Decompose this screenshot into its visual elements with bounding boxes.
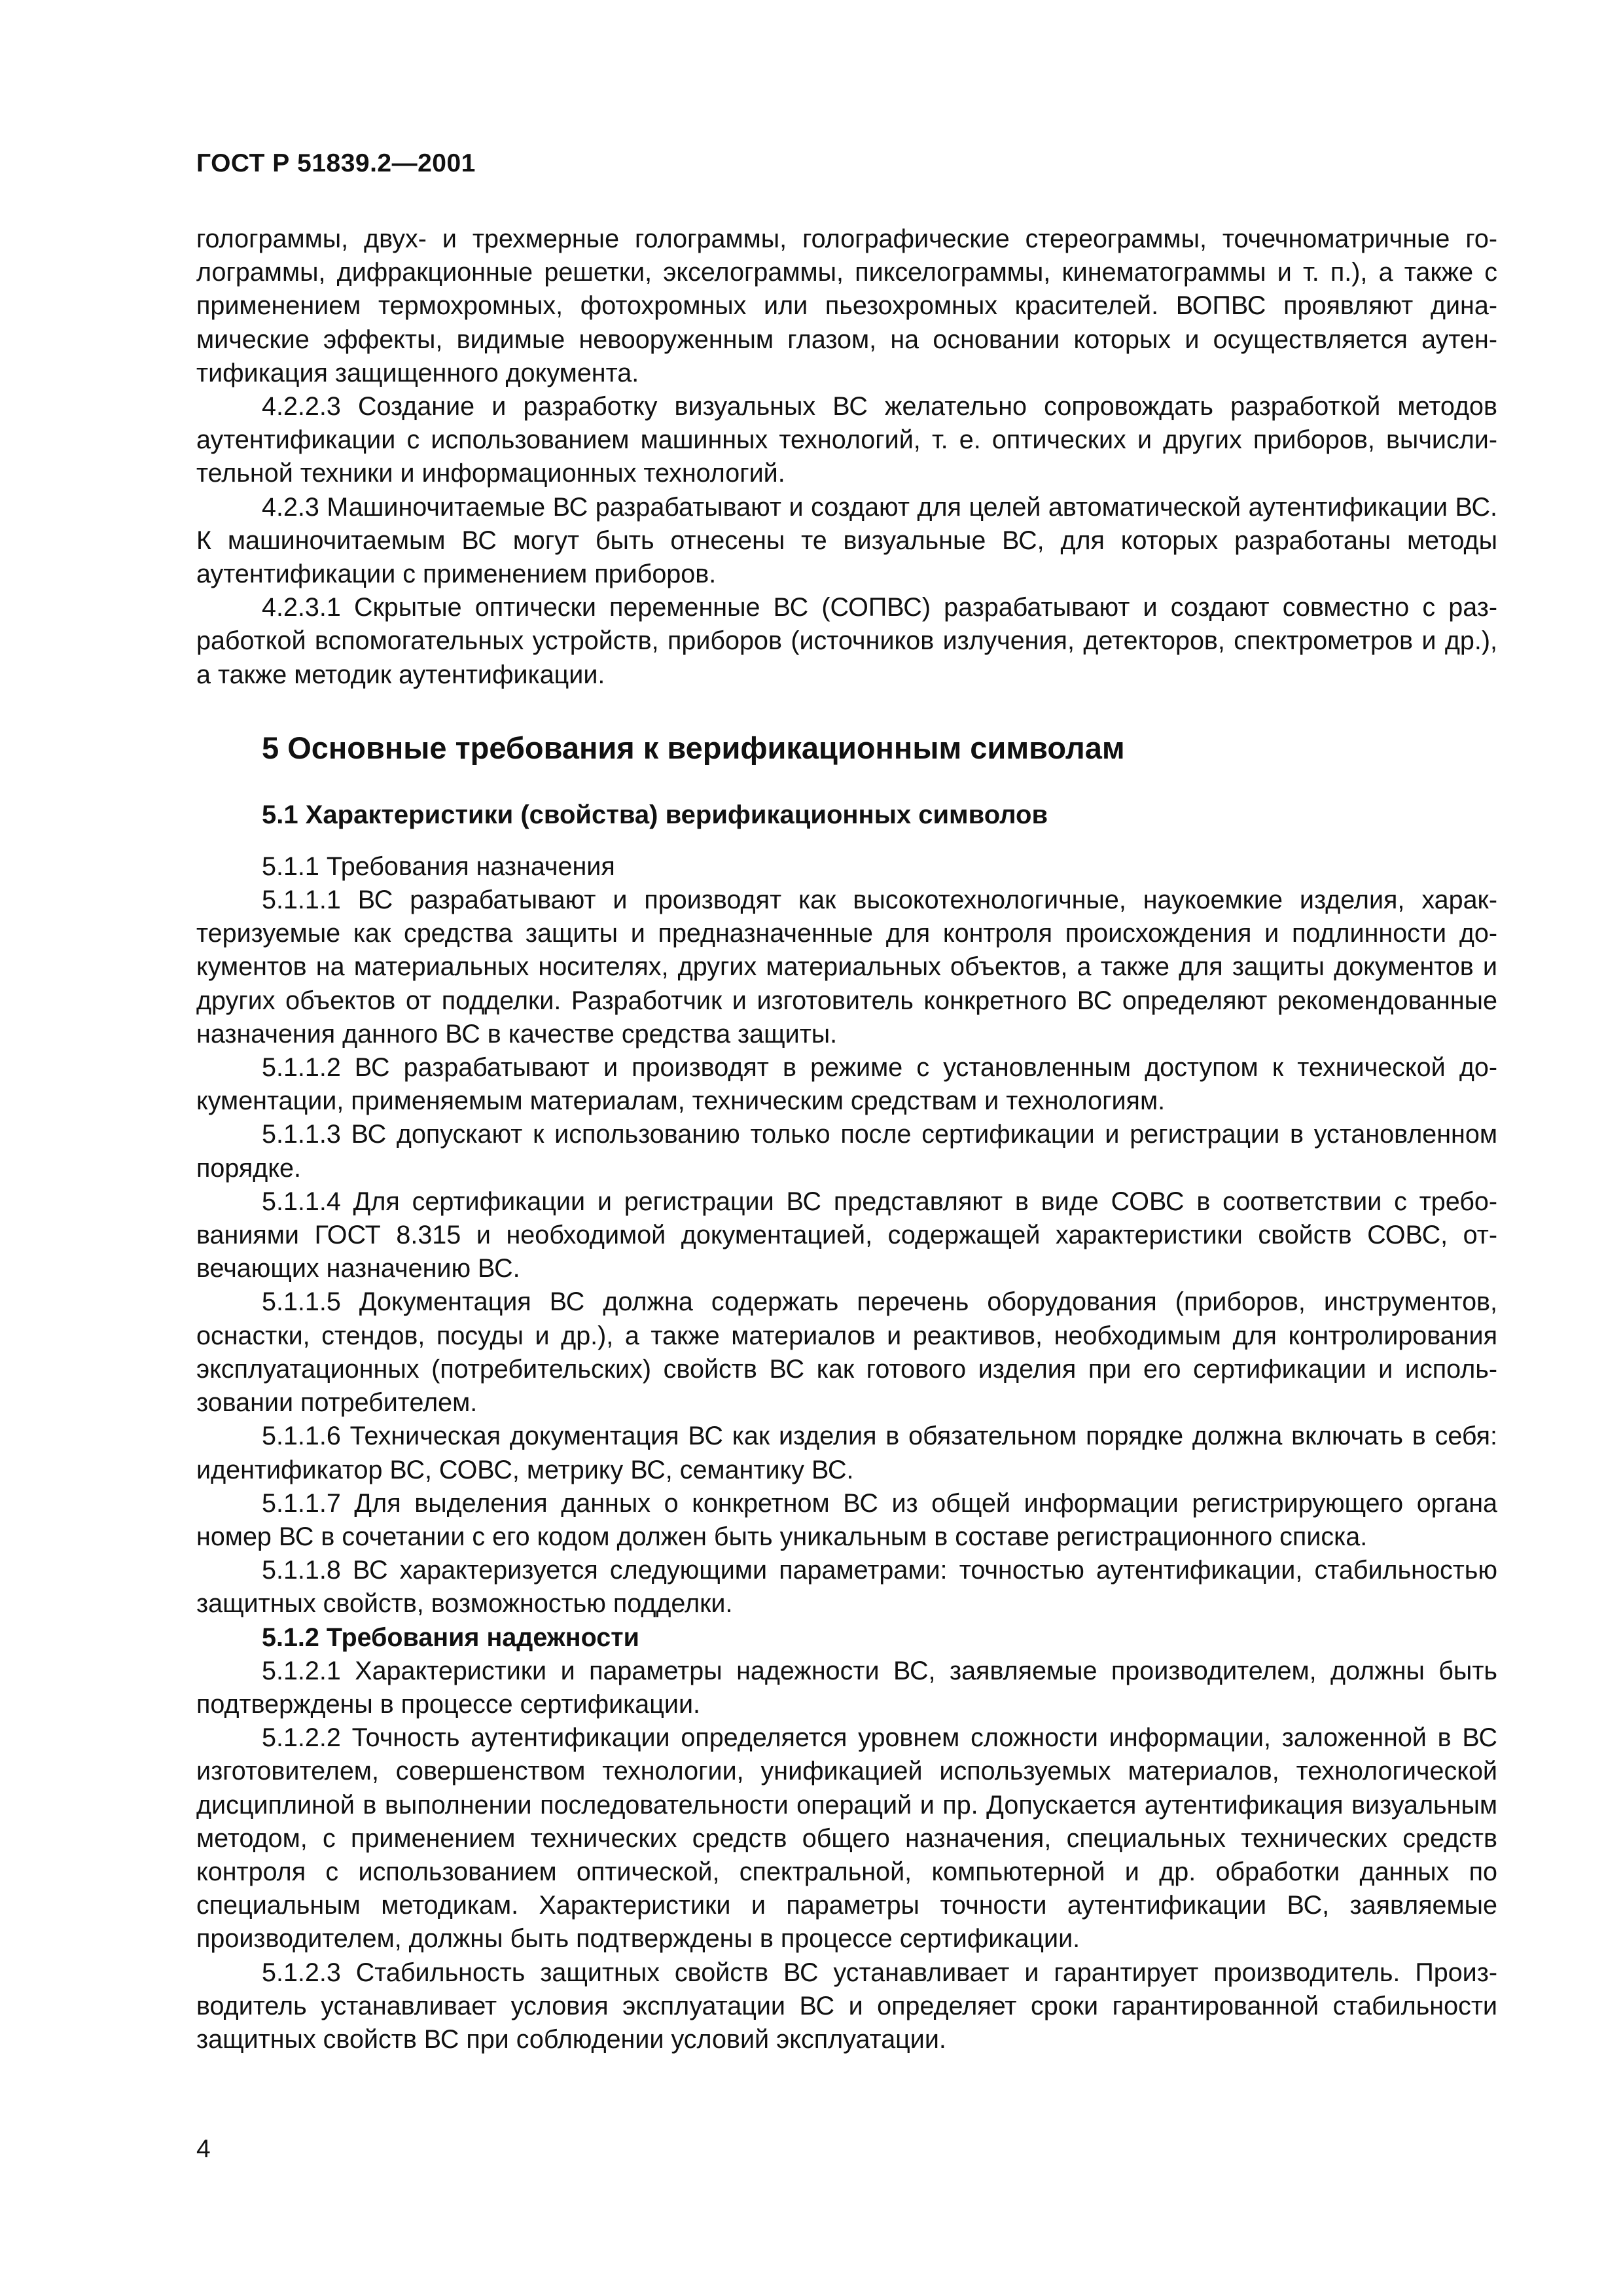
subsection-heading-inline: 5.1.2 Требования надежности [262, 1623, 639, 1652]
paragraph: 4.2.3.1 Скрытые оптически переменные ВС (СОПВС) разрабатывают и создают совместно с разработкой вспомогательных устройств, приборов (источников излучения, детекторов, спектрометров и др.), а также методик аутентификации. [196, 593, 1497, 689]
paragraph: 5.1.1 Требования назначения [262, 852, 615, 881]
paragraph: 5.1.1.5 Документация ВС должна содержать перечень оборудования (приборов, инструментов, оснастки, стендов, посуды и др.), а также материалов и реактивов, необходимым для контролирования эксплуатационных (потребительских) свойств ВС как готового изделия при его сертификации и использовании потребителем. [196, 1287, 1497, 1418]
paragraph: 5.1.1.6 Техническая документация ВС как изделия в обязательном порядке должна включать в себя: идентификатор ВС, СОВС, метрику ВС, семантику ВС. [196, 1422, 1497, 1484]
paragraph: 5.1.1.8 ВС характеризуется следующими параметрами: точностью аутентификации, стабильностью защитных свойств, возможностью подделки. [196, 1556, 1497, 1619]
paragraph: голограммы, двух- и трехмерные голограммы, голографические стереограммы, точечноматричные голограммы, дифракционные решетки, экселограммы, пикселограммы, кинематограммы и т. п.), а также с применением термохромных, фотохромных или пьезохромных красителей. ВОПВС проявляют динамические эффекты, видимые невооруженным глазом, на основании которых и осуществляется аутентификация защищенного документа. [196, 224, 1497, 387]
document-header: ГОСТ Р 51839.2—2001 [196, 149, 476, 177]
paragraph: 5.1.1.3 ВС допускают к использованию только после сертификации и регистрации в установленном порядке. [196, 1120, 1497, 1183]
paragraph: 5.1.1.4 Для сертификации и регистрации ВС представляют в виде СОВС в соответствии с требованиями ГОСТ 8.315 и необходимой документацией, содержащей характеристики свойств СОВС, отвечающих назначению ВС. [196, 1187, 1497, 1283]
paragraph: 5.1.1.7 Для выделения данных о конкретном ВС из общей информации регистрирующего органа номер ВС в сочетании с его кодом должен быть уникальным в составе регистрационного списка. [196, 1488, 1497, 1551]
paragraph: 5.1.1.1 ВС разрабатывают и производят как высокотехнологичные, наукоемкие изделия, характеризуемые как средства защиты и предназначенные для контроля происхождения и подлинности документов на материальных носителях, других материальных объектов, а также для защиты документов и других объектов от подделки. Разработчик и изготовитель конкретного ВС определяют рекомендованные назначения данного ВС в качестве средства защиты. [196, 886, 1497, 1049]
section-heading: 5 Основные требования к верификационным символам [262, 730, 1125, 765]
paragraph: 5.1.2.2 Точность аутентификации определяется уровнем сложности информации, заложенной в ВС изготовителем, совершенством технологии, унификацией используемых материалов, технологической дисциплиной в выполнении последовательности операций и пр. Допускается аутентификация визуальным методом, с применением технических средств общего назначения, специальных технических средств контроля с использованием оптической, спектральной, компьютерной и др. обработки данных по специальным методикам. Характеристики и параметры точности аутентификации ВС, заявляемые производителем, должны быть подтверждены в процессе сертификации. [196, 1723, 1497, 1954]
document-body [196, 223, 1497, 2056]
paragraph: 4.2.3 Машиночитаемые ВС разрабатывают и создают для целей автоматической аутентификации ВС. К машиночитаемым ВС могут быть отнесены те визуальные ВС, для которых разработаны методы аутентификации с применением приборов. [196, 492, 1497, 589]
page-number: 4 [196, 2135, 211, 2163]
paragraph: 5.1.1.2 ВС разрабатывают и производят в режиме с установленным доступом к технической документации, применяемым материалам, техническим средствам и технологиям. [196, 1053, 1497, 1116]
paragraph: 4.2.2.3 Создание и разработку визуальных ВС желательно сопровождать разработкой методов аутентификации с использованием машинных технологий, т. е. оптических и других приборов, вычислительной техники и информационных технологий. [196, 392, 1497, 488]
paragraph: 5.1.2.1 Характеристики и параметры надежности ВС, заявляемые производителем, должны быть подтверждены в процессе сертификации. [196, 1656, 1497, 1719]
subsection-heading: 5.1 Характеристики (свойства) верификационных символов [262, 800, 1048, 829]
paragraph: 5.1.2.3 Стабильность защитных свойств ВС устанавливает и гарантирует производитель. Производитель устанавливает условия эксплуатации ВС и определяет сроки гарантированной стабильности защитных свойств ВС при соблюдении условий эксплуатации. [196, 1958, 1497, 2054]
